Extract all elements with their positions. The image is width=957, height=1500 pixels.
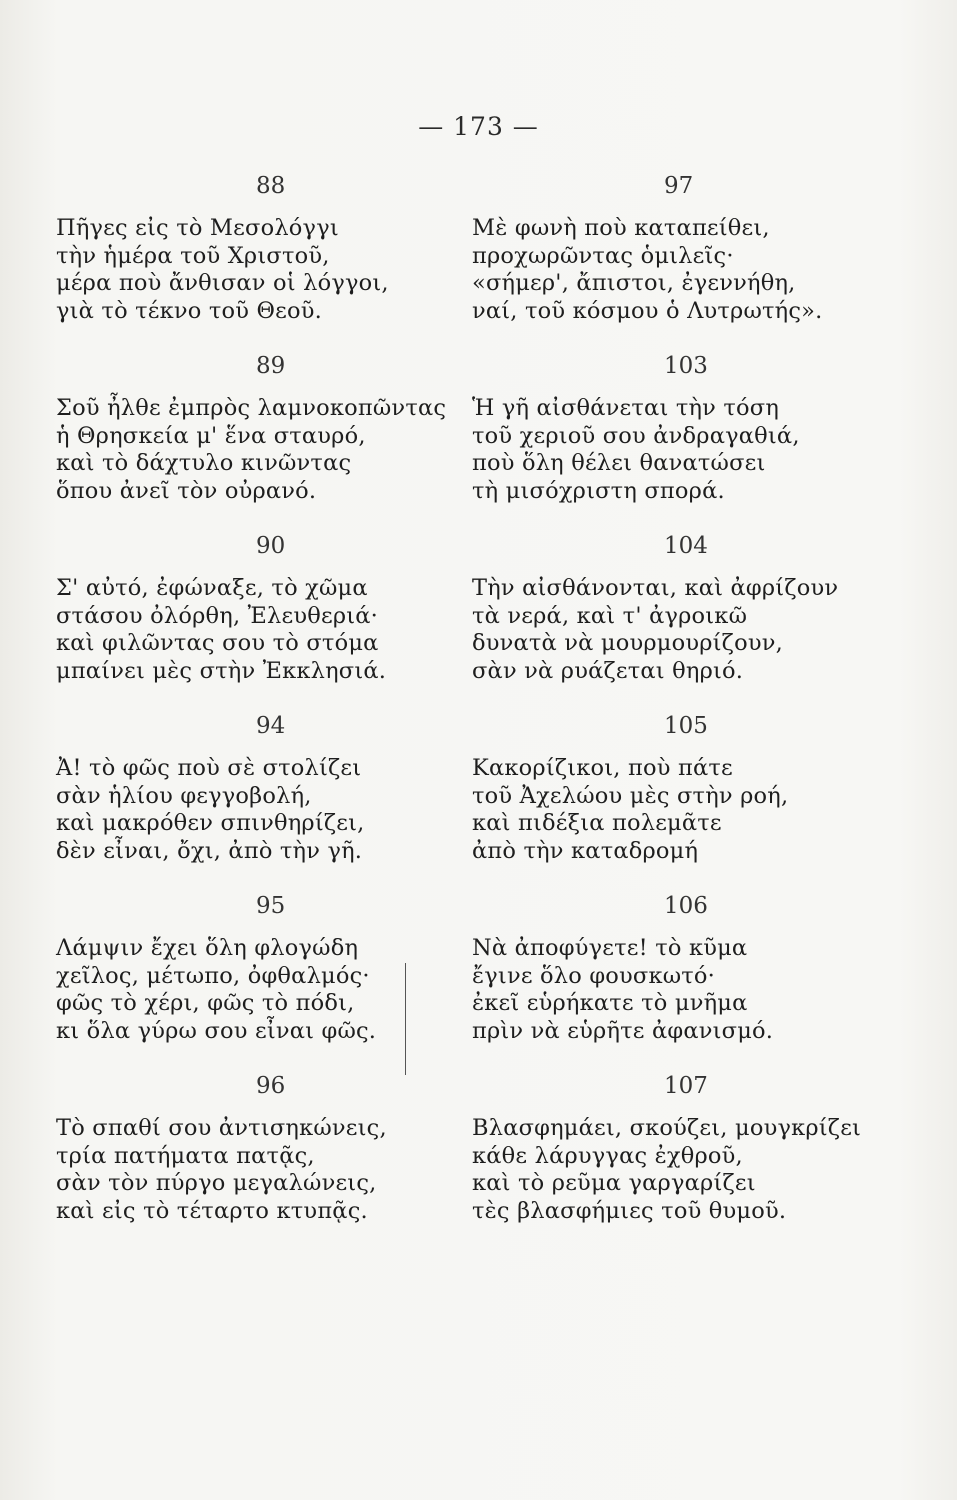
verse-line: τὲς βλασφήμιες τοῦ θυμοῦ. xyxy=(472,1197,787,1224)
stanza-lines xyxy=(56,935,456,1045)
left-column xyxy=(56,165,456,1225)
verse-line: Σ' αὐτό, ἐφώναξε, τὸ χῶμα xyxy=(56,575,368,601)
verse-line: ἡ Θρησκεία μ' ἕνα σταυρό, xyxy=(56,422,366,449)
verse-line: τὴ μισόχριστη σπορά. xyxy=(472,477,725,504)
verse-line: μέρα ποὺ ἄνθισαν οἱ λόγγοι, xyxy=(56,270,389,296)
stanza xyxy=(56,525,456,685)
verse-line: Ἀ! τὸ φῶς ποὺ σὲ στολίζει xyxy=(56,755,362,781)
verse-line: ὅπου ἀνεῖ τὸν οὐρανό. xyxy=(56,477,317,504)
verse-line: Ἡ γῆ αἰσθάνεται τὴν τόση xyxy=(472,395,780,421)
verse-line: ἔγινε ὅλο φουσκωτό· xyxy=(472,962,716,989)
verse-line: «σήμερ', ἄπιστοι, ἐγεννήθη, xyxy=(472,270,796,296)
verse-line: σὰν ἡλίου φεγγοβολή, xyxy=(56,782,312,809)
stanza xyxy=(472,1065,872,1225)
verse-line: Βλασφημάει, σκούζει, μουγκρίζει xyxy=(472,1115,862,1141)
verse-line: Μὲ φωνὴ ποὺ καταπείθει, xyxy=(472,215,770,241)
margin-bracket-mark xyxy=(399,963,406,1075)
stanza xyxy=(472,345,872,505)
verse-line: τρία πατήματα πατᾷς, xyxy=(56,1142,315,1169)
stanza xyxy=(472,525,872,685)
stanza-number: 96 xyxy=(256,1073,286,1099)
verse-line: δυνατὰ νὰ μουρμουρίζουν, xyxy=(472,630,783,656)
verse-line: καὶ τὸ δάχτυλο κινῶντας xyxy=(56,450,352,476)
stanza-lines xyxy=(56,215,456,325)
verse-line: τοῦ χεριοῦ σου ἀνδραγαθιά, xyxy=(472,422,800,449)
verse-line: στάσου ὀλόρθη, Ἐλευθεριά· xyxy=(56,602,379,629)
verse-line: καὶ τὸ ρεῦμα γαργαρίζει xyxy=(472,1170,756,1196)
verse-line: ναί, τοῦ κόσμου ὁ Λυτρωτής». xyxy=(472,297,823,324)
stanza-lines xyxy=(56,1115,456,1225)
verse-line: Λάμψιν ἔχει ὅλη φλογώδη xyxy=(56,935,359,961)
verse-line: τὰ νερά, καὶ τ' ἀγροικῶ xyxy=(472,602,748,629)
stanza-number: 97 xyxy=(664,173,694,199)
stanza-lines xyxy=(56,395,456,505)
stanza xyxy=(472,165,872,325)
verse-line: ἐκεῖ εὑρήκατε τὸ μνῆμα xyxy=(472,990,748,1016)
stanza-number: 89 xyxy=(256,353,286,379)
stanza-number: 104 xyxy=(664,533,708,559)
stanza xyxy=(472,705,872,865)
stanza xyxy=(56,165,456,325)
stanza-number: 88 xyxy=(256,173,286,199)
verse-line: κι ὅλα γύρω σου εἶναι φῶς. xyxy=(56,1017,377,1044)
right-column xyxy=(472,165,872,1225)
stanza-number: 105 xyxy=(664,713,708,739)
verse-line: Τὸ σπαθί σου ἀντισηκώνεις, xyxy=(56,1115,387,1141)
stanza-lines xyxy=(472,935,872,1045)
stanza-number: 94 xyxy=(256,713,286,739)
verse-line: δὲν εἶναι, ὄχι, ἀπὸ τὴν γῆ. xyxy=(56,837,363,864)
stanza-number: 90 xyxy=(256,533,286,559)
verse-line: ἀπὸ τὴν καταδρομή xyxy=(472,837,699,864)
verse-line: σὰν νὰ ρυάζεται θηριό. xyxy=(472,657,744,684)
stanza-lines xyxy=(56,755,456,865)
stanza-lines xyxy=(56,575,456,685)
verse-line: τοῦ Ἀχελώου μὲς στὴν ροή, xyxy=(472,782,789,809)
verse-line: καὶ πιδέξια πολεμᾶτε xyxy=(472,810,722,836)
stanza xyxy=(56,345,456,505)
stanza-lines xyxy=(472,1115,872,1225)
stanza xyxy=(472,885,872,1045)
stanza-lines xyxy=(472,575,872,685)
verse-line: ποὺ ὅλη θέλει θανατώσει xyxy=(472,450,766,476)
verse-line: τὴν ἡμέρα τοῦ Χριστοῦ, xyxy=(56,242,330,269)
verse-line: καὶ μακρόθεν σπινθηρίζει, xyxy=(56,810,365,836)
verse-line: σὰν τὸν πύργο μεγαλώνεις, xyxy=(56,1170,377,1196)
stanza-number: 103 xyxy=(664,353,708,379)
stanza-number: 107 xyxy=(664,1073,708,1099)
stanza xyxy=(56,705,456,865)
verse-line: κάθε λάρυγγας ἐχθροῦ, xyxy=(472,1142,743,1169)
verse-line: γιὰ τὸ τέκνο τοῦ Θεοῦ. xyxy=(56,297,323,324)
verse-line: Σοῦ ἦλθε ἐμπρὸς λαμνοκοπῶντας xyxy=(56,395,447,421)
verse-line: Κακορίζικοι, ποὺ πάτε xyxy=(472,755,733,781)
verse-line: καὶ εἰς τὸ τέταρτο κτυπᾷς. xyxy=(56,1197,368,1224)
page-number: — 173 — xyxy=(418,112,539,141)
stanza-lines xyxy=(472,395,872,505)
verse-line: μπαίνει μὲς στὴν Ἐκκλησιά. xyxy=(56,657,387,684)
verse-line: Τὴν αἰσθάνονται, καὶ ἀφρίζουν xyxy=(472,575,839,601)
verse-line: καὶ φιλῶντας σου τὸ στόμα xyxy=(56,630,379,656)
verse-line: προχωρῶντας ὁμιλεῖς· xyxy=(472,242,734,269)
verse-line: χεῖλος, μέτωπο, ὀφθαλμός· xyxy=(56,962,370,989)
verse-line: Νὰ ἀποφύγετε! τὸ κῦμα xyxy=(472,935,748,961)
stanza-lines xyxy=(472,215,872,325)
stanza-number: 95 xyxy=(256,893,286,919)
stanza xyxy=(56,885,456,1045)
verse-line: πρὶν νὰ εὑρῆτε ἀφανισμό. xyxy=(472,1017,774,1044)
stanza-number: 106 xyxy=(664,893,708,919)
stanza xyxy=(56,1065,456,1225)
verse-line: Πῆγες εἰς τὸ Μεσολόγγι xyxy=(56,215,339,241)
verse-line: φῶς τὸ χέρι, φῶς τὸ πόδι, xyxy=(56,990,355,1016)
stanza-lines xyxy=(472,755,872,865)
